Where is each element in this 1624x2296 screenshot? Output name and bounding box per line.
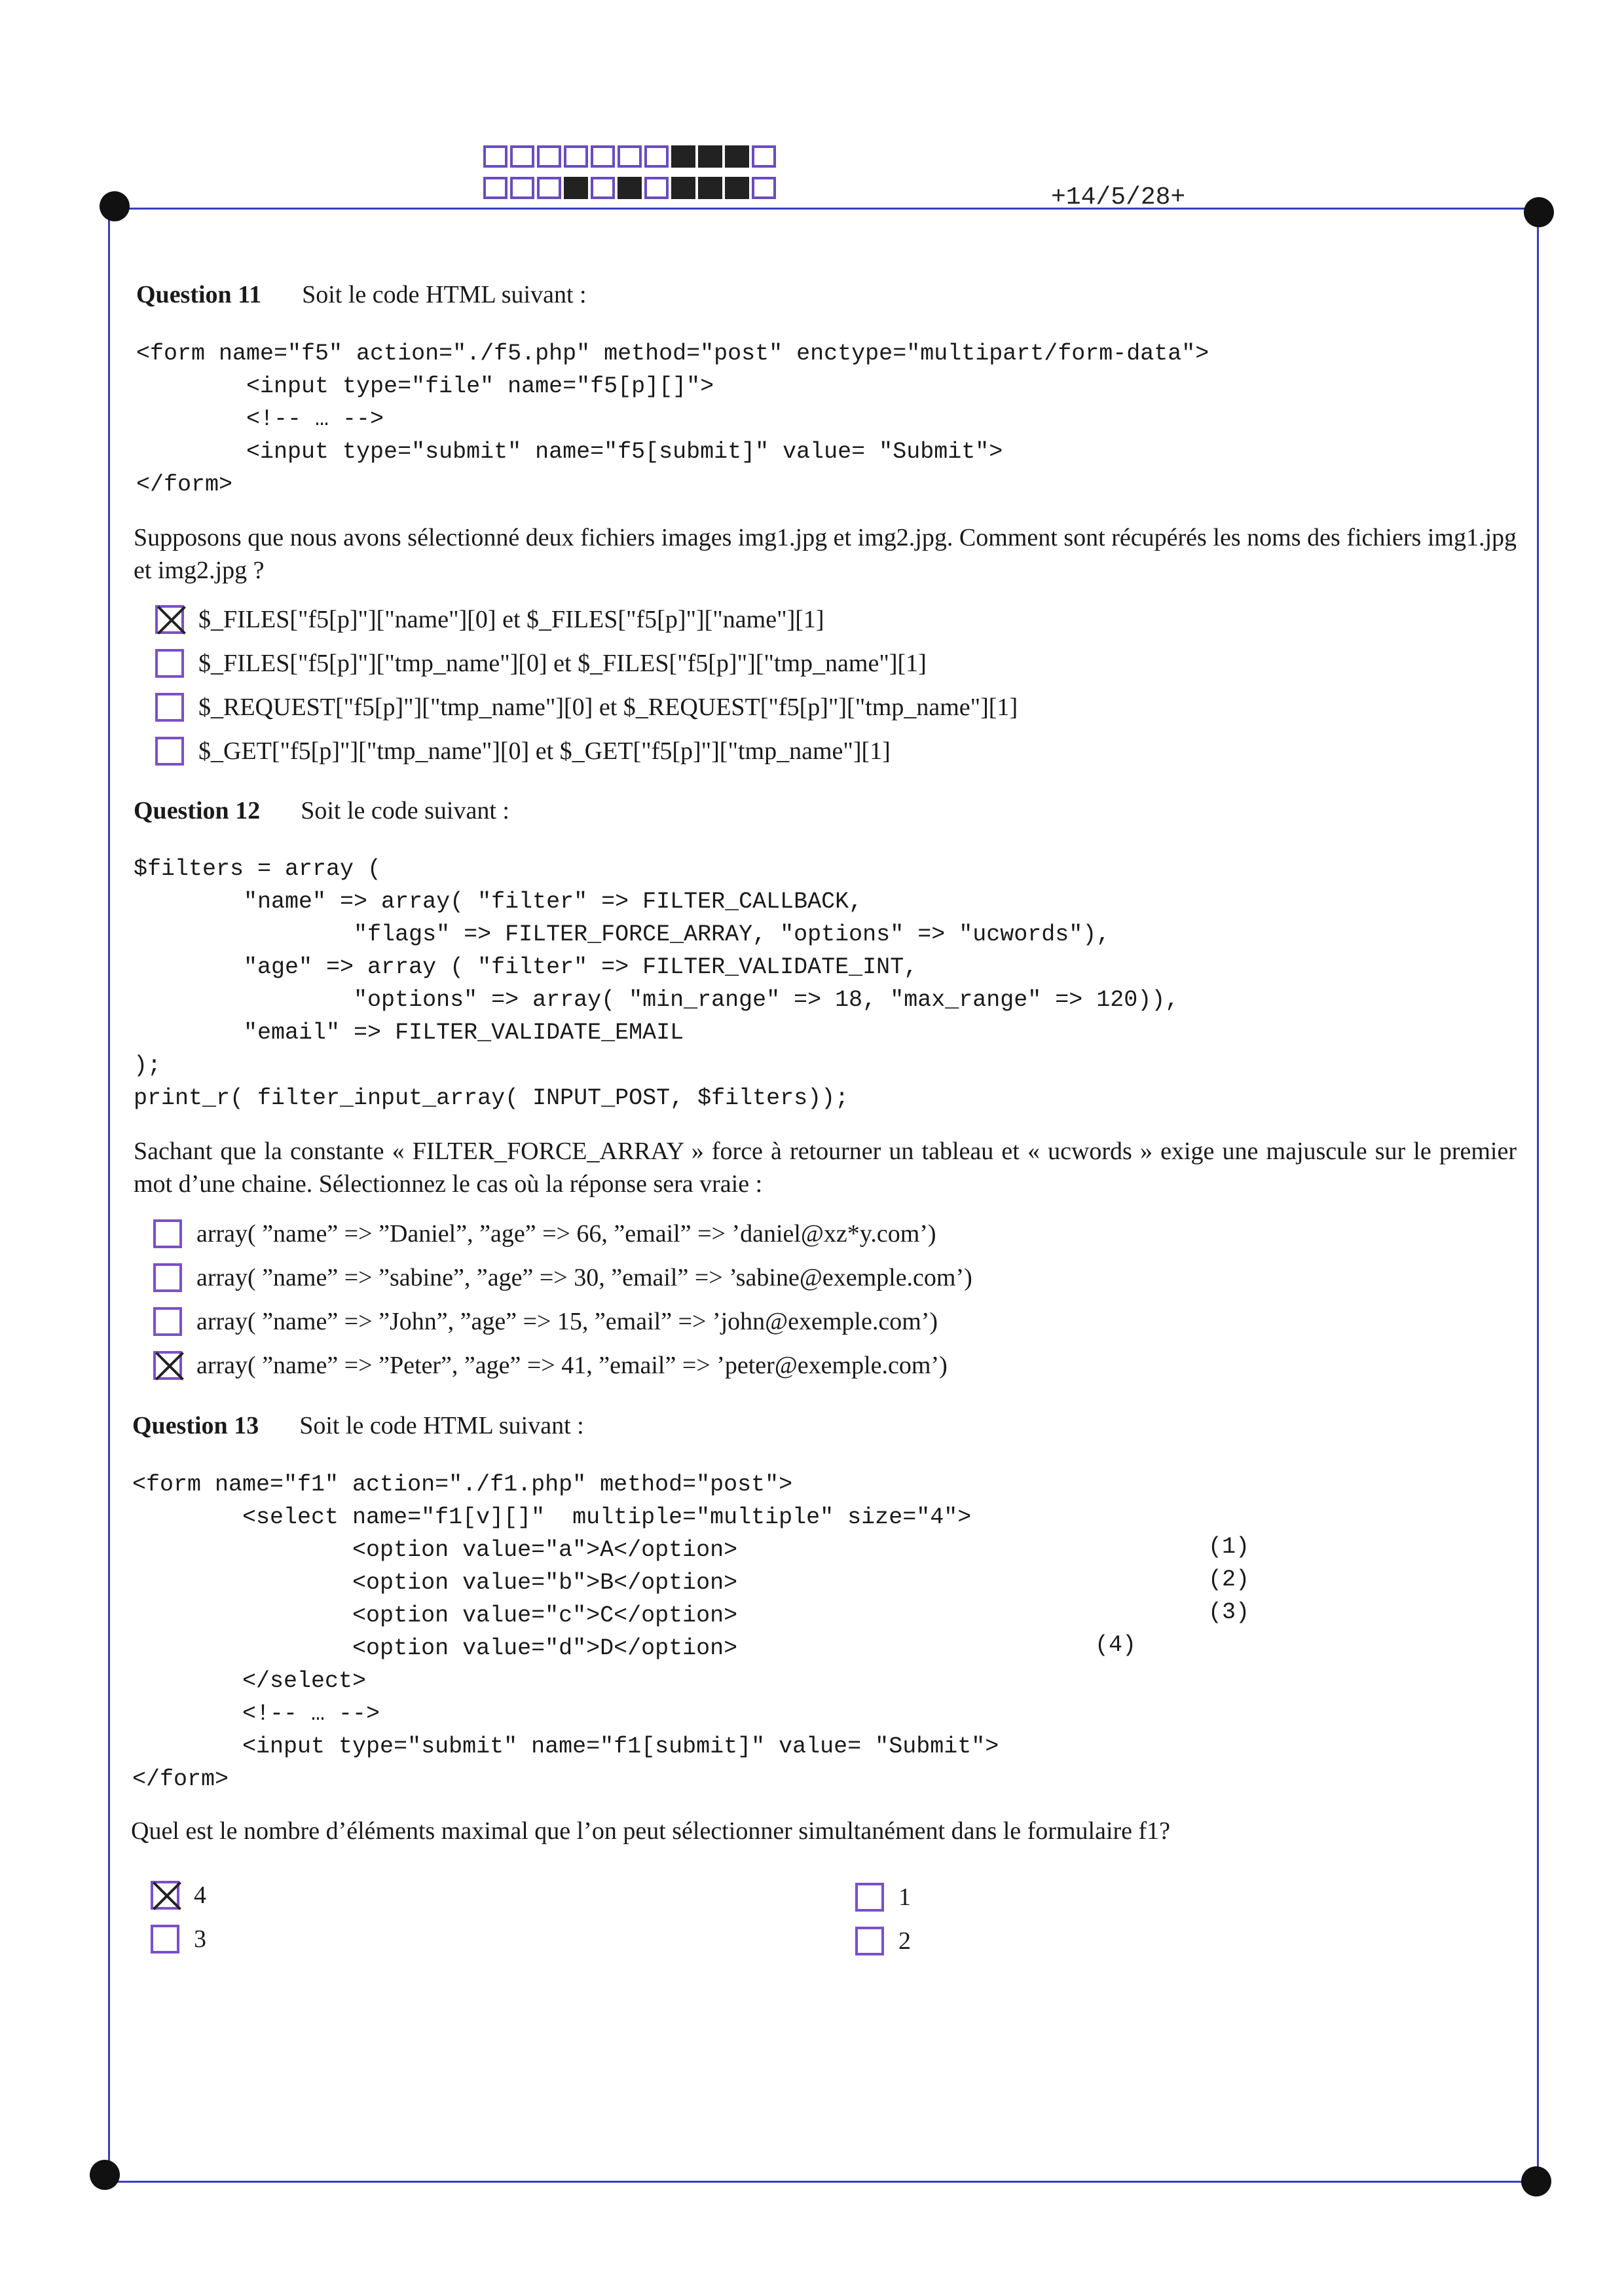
checkbox[interactable] <box>151 1925 179 1953</box>
checkbox[interactable] <box>855 1883 884 1912</box>
q11-number: Question 11 <box>136 281 262 308</box>
binary-bit <box>644 145 669 168</box>
answer-text: 1 <box>898 1883 911 1911</box>
answer-text: $_REQUEST["f5[p]"]["tmp_name"][0] et $_REQUEST["f5[p]"]["tmp_name"][1] <box>198 694 1018 721</box>
q12-answer-3[interactable] <box>153 1307 938 1336</box>
binary-bit <box>564 177 588 199</box>
binary-bit <box>591 145 615 168</box>
q12-number: Question 12 <box>134 797 261 824</box>
binary-bit <box>483 145 507 168</box>
binary-bit <box>483 177 507 199</box>
binary-bit <box>698 145 722 168</box>
q11-heading <box>136 280 587 309</box>
binary-bit <box>618 145 642 168</box>
corner-marker-bottom-left <box>90 2160 120 2190</box>
corner-marker-top-left <box>100 191 130 221</box>
checkbox[interactable] <box>153 1263 182 1292</box>
q11-intro: Soit le code HTML suivant : <box>302 281 587 308</box>
frame-left <box>108 208 110 2183</box>
binary-bit <box>752 145 776 168</box>
binary-code-row-1 <box>483 145 779 172</box>
checkbox[interactable] <box>153 1219 182 1248</box>
option-marker-2: (2) <box>1208 1566 1250 1593</box>
frame-top <box>108 208 1539 210</box>
binary-bit <box>564 145 588 168</box>
corner-marker-top-right <box>1524 197 1554 227</box>
binary-bit <box>671 177 695 199</box>
checkbox[interactable] <box>855 1927 884 1955</box>
page-id: +14/5/28+ <box>1051 183 1186 212</box>
answer-text: 3 <box>194 1925 206 1953</box>
answer-text: $_GET["f5[p]"]["tmp_name"][0] et $_GET["f5[p]"]["tmp_name"][1] <box>198 737 891 765</box>
q11-answer-3[interactable] <box>155 693 1018 722</box>
answer-text: $_FILES["f5[p]"]["tmp_name"][0] et $_FILES["f5[p]"]["tmp_name"][1] <box>198 650 927 677</box>
answer-text: array( ”name” => ”Peter”, ”age” => 41, ”email” => ’peter@exemple.com’) <box>196 1352 948 1379</box>
binary-bit <box>537 177 561 199</box>
q11-answer-1[interactable] <box>155 605 824 634</box>
option-marker-4: (4) <box>1095 1632 1137 1658</box>
q12-statement: Sachant que la constante « FILTER_FORCE_ARRAY » force à retourner un tableau et « ucwords » exige une majuscule sur le premier mot d’une chaine. Sélectionnez le cas où la réponse sera vraie : <box>134 1138 1517 1198</box>
q13-intro: Soit le code HTML suivant : <box>299 1412 584 1439</box>
checkbox[interactable] <box>151 1881 179 1910</box>
checkbox[interactable] <box>155 649 184 678</box>
option-marker-3: (3) <box>1208 1599 1250 1625</box>
q11-answer-4[interactable] <box>155 737 891 766</box>
answer-text: array( ”name” => ”John”, ”age” => 15, ”email” => ’john@exemple.com’) <box>196 1308 938 1335</box>
answer-text: array( ”name” => ”sabine”, ”age” => 30, ”email” => ’sabine@exemple.com’) <box>196 1264 972 1291</box>
frame-right <box>1537 208 1539 2183</box>
binary-bit <box>618 177 642 199</box>
corner-marker-bottom-right <box>1521 2166 1551 2196</box>
q13-answer-2[interactable] <box>855 1927 911 1955</box>
checkbox[interactable] <box>153 1307 182 1336</box>
q12-intro: Soit le code suivant : <box>301 797 509 824</box>
option-marker-1: (1) <box>1208 1534 1250 1560</box>
answer-text: 2 <box>898 1927 911 1955</box>
checkbox[interactable] <box>155 737 184 766</box>
q13-heading <box>132 1411 584 1440</box>
frame-bottom <box>108 2181 1539 2183</box>
checkbox[interactable] <box>155 605 184 634</box>
q12-answer-2[interactable] <box>153 1263 972 1292</box>
q13-answer-4[interactable] <box>151 1881 206 1910</box>
binary-code-row-2 <box>483 177 779 203</box>
q12-heading <box>134 796 509 825</box>
binary-bit <box>752 177 776 199</box>
answer-text: $_FILES["f5[p]"]["name"][0] et $_FILES["f5[p]"]["name"][1] <box>198 606 824 633</box>
binary-bit <box>510 177 534 199</box>
q11-code: <form name="f5" action="./f5.php" method="post" enctype="multipart/form-data"> <input type="file" name="f5[p][]"> <!-- … --> <input type="submit" name="f5[submit]" value= "Submit"> </form> <box>136 341 1209 498</box>
binary-bit <box>725 177 749 199</box>
binary-bit <box>698 177 722 199</box>
q13-answer-1[interactable] <box>855 1883 911 1912</box>
q11-statement: Supposons que nous avons sélectionné deux fichiers images img1.jpg et img2.jpg. Comment sont récupérés les noms des fichiers img1.jpg et img2.jpg ? <box>134 524 1517 584</box>
binary-bit <box>644 177 669 199</box>
q13-number: Question 13 <box>132 1412 259 1439</box>
q12-answer-1[interactable] <box>153 1219 936 1248</box>
checkbox[interactable] <box>155 693 184 722</box>
binary-bit <box>591 177 615 199</box>
binary-bit <box>537 145 561 168</box>
q13-code: <form name="f1" action="./f1.php" method="post"> <select name="f1[v][]" multiple="multiple" size="4"> <option value="a">A</option> <option value="b">B</option> <option value="c">C</option> <option value="d">D</option> </select> <!-- … --> <input type="submit" name="f1[submit]" value= "Submit"> </form> <box>132 1472 999 1792</box>
checkbox[interactable] <box>153 1351 182 1380</box>
q11-answer-2[interactable] <box>155 649 927 678</box>
q13-answer-3[interactable] <box>151 1925 206 1953</box>
binary-bit <box>725 145 749 168</box>
binary-bit <box>510 145 534 168</box>
q12-answer-4[interactable] <box>153 1351 948 1380</box>
q13-statement: Quel est le nombre d’éléments maximal que l’on peut sélectionner simultanément dans le formulaire f1? <box>131 1817 1171 1845</box>
answer-text: 4 <box>194 1881 206 1909</box>
q12-code: $filters = array ( "name" => array( "filter" => FILTER_CALLBACK, "flags" => FILTER_FORCE_ARRAY, "options" => "ucwords"), "age" => array ( "filter" => FILTER_VALIDATE_INT, "options" => array( "min_range" => 18, "max_range" => 120)), "email" => FILTER_VALIDATE_EMAIL ); print_r( filter_input_array( INPUT_POST, $filters)); <box>134 856 1179 1111</box>
binary-bit <box>671 145 695 168</box>
answer-text: array( ”name” => ”Daniel”, ”age” => 66, ”email” => ’daniel@xz*y.com’) <box>196 1220 936 1248</box>
